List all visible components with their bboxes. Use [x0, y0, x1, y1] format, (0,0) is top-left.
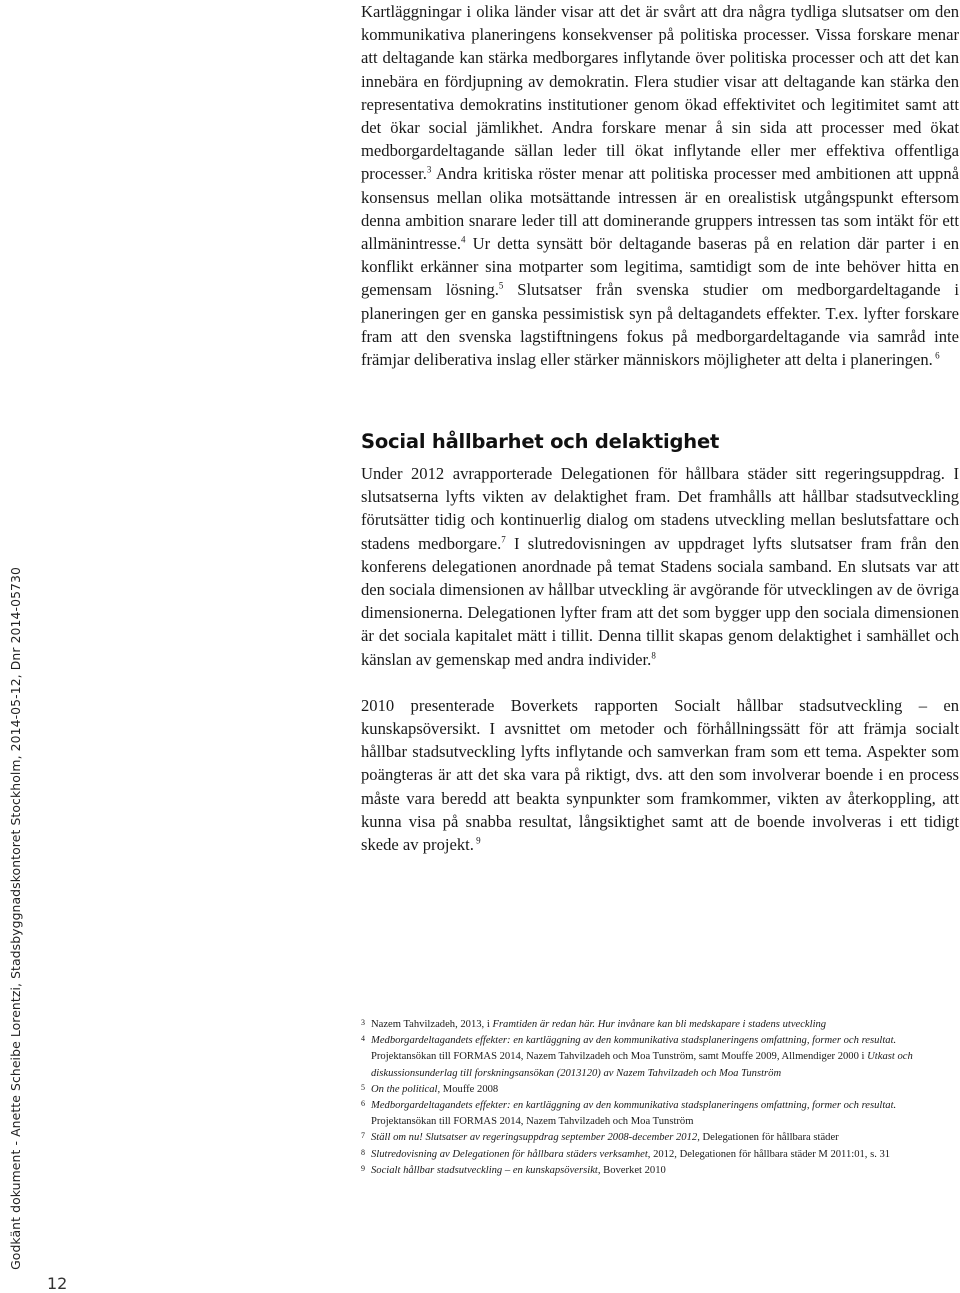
footnote-item: 5 On the political, Mouffe 2008	[361, 1082, 499, 1095]
footnote-ref-3: 3	[426, 164, 432, 175]
footnote-ref-5: 5	[498, 280, 504, 291]
intro-section	[361, 0, 959, 371]
section-paragraph-1: Under 2012 avrapporterade Delegationen för hållbara städer sitt regeringsuppdrag. I slutsatserna lyfts vikten av delaktighet fram. Det framhålls att hållbar stadsutveckling förutsätter tidig och kontinuerlig dialog om stadens utveckling mellan beslutsfattare och stadens medborgare.$^7$ I slutredovisningen av uppdraget lyfts slutsatser fram från den konferens delegationen anordnade på temat Stadens sociala samband. En slutsats var att den sociala dimensionen av hållbar utveckling är avgörande för utvecklingen av de övriga dimensionerna. Delegationen lyfter fram att det som bygger upp den sociala dimensionen är det sociala kapitalet mätt i tillit. Denna tillit skapas genom delaktighet i samhället och känslan av gemenskap med andra individer.$^8$	[361, 464, 959, 669]
footnote-ref-4: 4	[461, 234, 466, 245]
approval-stamp-sidebar	[4, 548, 26, 1288]
footnote-item: 9 Socialt hållbar stadsutveckling – en kunskapsöversikt, Boverket 2010	[361, 1163, 666, 1176]
footnote-item: 3 Nazem Tahvilzadeh, 2013, i Framtiden är redan här. Hur invånare kan bli medskapare i stadens utveckling	[361, 1018, 827, 1030]
footnote-ref-6: 6	[932, 350, 940, 361]
footnote-ref-8: 8	[651, 650, 656, 661]
footnote-ref-7: 7	[501, 534, 506, 545]
social-sustainability-section	[361, 430, 959, 856]
footnotes	[361, 1017, 959, 1179]
footnote-item: 4 Medborgardeltagandets effekter: en kartläggning av den kommunikativa stadsplaneringens omfattning, former och resultat. Projektansökan till FORMAS 2014, Nazem Tahvilzadeh och Moa Tunström, samt Mouffe 2009, Allmendiger 2000 i Utkast och diskussionsunderlag till forskningsansökan (2013120) av Nazem Tahvilzadeh och Moa Tunström	[361, 1034, 913, 1079]
footnote-item: 6 Medborgardeltagandets effekter: en kartläggning av den kommunikativa stadsplaneringens omfattning, former och resultat. Projektansökan till FORMAS 2014, Nazem Tahvilzadeh och Moa Tunström	[361, 1099, 897, 1128]
footnote-ref-9: 9	[473, 835, 481, 846]
approval-stamp-text: Godkänt dokument - Anette Scheibe Lorentzi, Stadsbyggnadskontoret Stockholm, 2014-05-12, Dnr 2014-05730	[7, 566, 23, 1270]
section-heading: Social hållbarhet och delaktighet	[361, 430, 720, 453]
footnote-item: 7 Ställ om nu! Slutsatser av regeringsuppdrag september 2008-december 2012, Delegationen för hållbara städer	[361, 1131, 839, 1144]
intro-paragraph: Kartläggningar i olika länder visar att det är svårt att dra några tydliga slutsatser om den kommunikativa planeringens konsekvenser på politiska processer. Vissa forskare menar att deltagande kan stärka medborgares inflytande över politiska processer och att det kan innebära en fördjupning av demokratin. Flera studier visar att deltagande kan stärka den representativa demokratins institutioner genom ökad effektivitet och legitimitet samt att det ökar social jämlikhet. Andra forskare menar å sin sida att processer med ökat medborgardeltagande sällan leder till ökat inflytande eller mer effektiva offentliga processer.$^3$ Andra kritiska röster menar att politiska processer med ambitionen att uppnå konsensus mellan olika motsättande intressen är en orealistisk utgångspunkt eftersom denna ambition snarare leder till att dominerande gruppers intressen tas som intäkt för ett allmänintresse.$^4$ Ur detta synsätt bör deltagande baseras på en relation där parter i en konflikt erkänner sina motparter som legitima, samtidigt som de inte behöver hitta en gemensam lösning.$^5$ Slutsatser från svenska studier om medborgardeltagande i planeringen ger en ganska pessimistisk syn på deltagandets effekter. T.ex. lyfter forskare fram att den svenska lagstiftningens fokus på medborgardeltagande via samråd inte främjar deliberativa inslag eller stärker människors möjligheter att delta i planeringen. $^6$	[361, 2, 959, 370]
page-number: 12	[47, 1274, 68, 1293]
section-paragraph-2: 2010 presenterade Boverkets rapporten Socialt hållbar stadsutveckling – en kunskapsöversikt. I avsnittet om metoder och förhållningssätt för att främja socialt hållbar stadsutveckling lyfts inflytande och samverkan fram som ett tema. Aspekter som poängteras är att det ska vara på riktigt, dvs. att den som involverar boende i en process måste vara beredd att beakta synpunkter som framkommer, vikten av återkoppling, att kunna visa på snabba resultat, långsiktighet samt att de boende involveras i ett tidigt skede av projekt. $^9$	[361, 695, 959, 855]
footnote-item: 8 Slutredovisning av Delegationen för hållbara städers verksamhet, 2012, Delegationen för hållbara städer M 2011:01, s. 31	[361, 1147, 891, 1160]
